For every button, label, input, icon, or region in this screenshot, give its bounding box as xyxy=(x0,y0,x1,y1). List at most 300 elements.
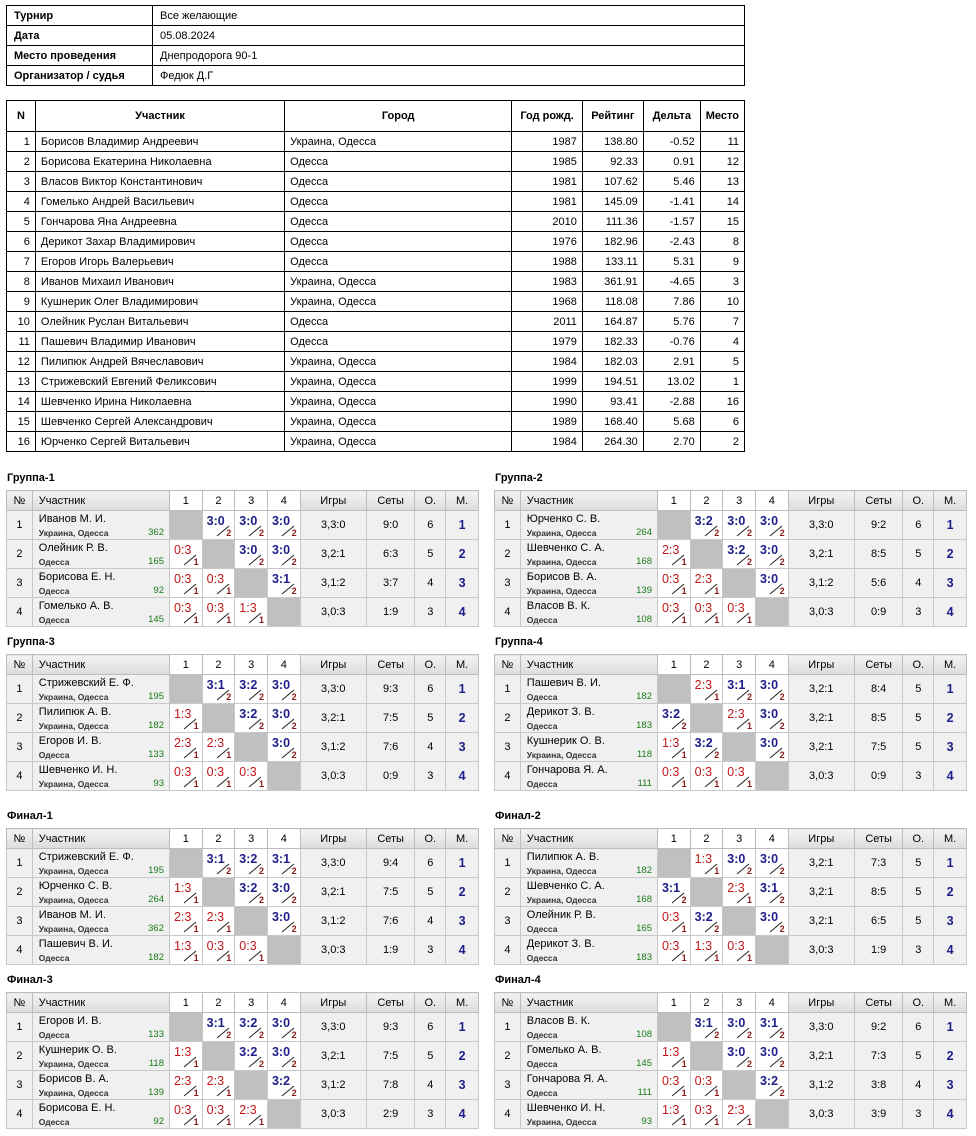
group-header-cell: 3 xyxy=(723,829,756,849)
participant-row xyxy=(7,312,745,332)
points-cell: 4 xyxy=(415,733,446,762)
sets-cell: 7:6 xyxy=(366,733,414,762)
player-city: Одесса xyxy=(526,779,558,789)
participant-cell: 1990 xyxy=(512,392,583,412)
diagonal-cell xyxy=(235,733,268,762)
info-row xyxy=(7,66,745,86)
row-number: 2 xyxy=(495,878,521,907)
group-header-row xyxy=(7,655,479,675)
player-city: Украина, Одесса xyxy=(526,1117,597,1127)
player-city: Одесса xyxy=(526,924,558,934)
match-points: 2 xyxy=(291,692,297,702)
participant-cell: -2.43 xyxy=(643,232,700,252)
match-points: 2 xyxy=(714,924,720,934)
participant-cell: -4.65 xyxy=(643,272,700,292)
match-points: 2 xyxy=(258,528,264,538)
games-cell: 3,1:2 xyxy=(300,1071,366,1100)
row-number: 3 xyxy=(495,1071,521,1100)
player-cell xyxy=(520,1013,657,1042)
player-rating: 182 xyxy=(148,720,164,731)
player-name: Егоров И. В. xyxy=(38,1015,102,1027)
match-cell xyxy=(690,907,723,936)
diagonal-cell xyxy=(755,1100,788,1129)
match-cell xyxy=(202,598,235,627)
participant-cell: Власов Виктор Константинович xyxy=(35,172,284,192)
points-cell: 4 xyxy=(415,907,446,936)
match-points: 2 xyxy=(291,1059,297,1069)
match-score: 0:3 xyxy=(727,939,745,953)
match-score: 3:0 xyxy=(271,707,291,721)
match-points: 1 xyxy=(681,750,687,760)
group-header-cell: М. xyxy=(446,491,479,511)
player-name: Гончарова Я. А. xyxy=(526,764,608,776)
group-header-cell: 3 xyxy=(723,993,756,1013)
match-score: 0:3 xyxy=(661,1074,680,1088)
match-cell xyxy=(169,936,202,965)
player-name: Олейник Р. В. xyxy=(526,909,596,921)
group-header-cell: Игры xyxy=(788,993,854,1013)
match-points: 2 xyxy=(779,528,785,538)
place-cell: 4 xyxy=(446,1100,479,1129)
diagonal-cell xyxy=(235,569,268,598)
player-name: Дерикот З. В. xyxy=(526,938,595,950)
place-cell: 2 xyxy=(446,1042,479,1071)
match-cell xyxy=(755,878,788,907)
player-city: Украина, Одесса xyxy=(38,1059,109,1069)
participant-cell: 9 xyxy=(7,292,36,312)
match-points: 1 xyxy=(746,953,752,963)
row-number: 2 xyxy=(7,1042,33,1071)
group-header-cell: Участник xyxy=(520,829,657,849)
sets-cell: 9:3 xyxy=(366,675,414,704)
participant-cell: Олейник Руслан Витальевич xyxy=(35,312,284,332)
points-cell: 5 xyxy=(903,675,934,704)
place-cell: 3 xyxy=(446,907,479,936)
group-header-cell: 4 xyxy=(267,491,300,511)
player-city: Украина, Одесса xyxy=(38,924,109,934)
diagonal-cell xyxy=(267,936,300,965)
group-header-cell: 4 xyxy=(267,993,300,1013)
player-name: Егоров И. В. xyxy=(38,735,102,747)
row-number: 1 xyxy=(7,675,33,704)
match-points: 2 xyxy=(746,692,752,702)
participant-cell: 14 xyxy=(7,392,36,412)
player-rating: 182 xyxy=(636,865,652,876)
place-cell: 1 xyxy=(934,849,967,878)
player-cell xyxy=(520,1071,657,1100)
match-score: 3:0 xyxy=(271,910,291,924)
group-header-cell: Игры xyxy=(788,829,854,849)
participant-cell: Украина, Одесса xyxy=(285,372,512,392)
info-label: Дата xyxy=(7,26,153,46)
group-header-cell: 2 xyxy=(202,993,235,1013)
match-cell xyxy=(169,878,202,907)
match-points: 1 xyxy=(258,953,264,963)
points-cell: 4 xyxy=(415,1071,446,1100)
match-cell xyxy=(690,849,723,878)
player-cell xyxy=(32,733,169,762)
participant-cell: Одесса xyxy=(285,332,512,352)
player-rating: 195 xyxy=(148,691,164,702)
group-row xyxy=(7,569,479,598)
participant-cell: Одесса xyxy=(285,152,512,172)
match-cell xyxy=(235,1013,268,1042)
match-points: 1 xyxy=(681,924,687,934)
match-cell xyxy=(723,1100,756,1129)
player-cell xyxy=(32,675,169,704)
group-header-cell: 1 xyxy=(169,993,202,1013)
group-row xyxy=(7,1013,479,1042)
player-name: Борисова Е. Н. xyxy=(38,1102,116,1114)
match-cell xyxy=(755,849,788,878)
participant-cell: Украина, Одесса xyxy=(285,272,512,292)
player-city: Одесса xyxy=(38,615,70,625)
player-name: Пашевич В. И. xyxy=(526,677,601,689)
group-header-cell: Игры xyxy=(300,491,366,511)
match-cell xyxy=(169,1042,202,1071)
match-score: 3:1 xyxy=(206,852,225,866)
match-points: 2 xyxy=(779,1059,785,1069)
match-score: 0:3 xyxy=(206,939,225,953)
match-cell xyxy=(235,762,268,791)
player-rating: 92 xyxy=(153,585,164,596)
participant-row xyxy=(7,152,745,172)
participant-cell: 182.96 xyxy=(582,232,643,252)
match-cell xyxy=(235,540,268,569)
group-header-cell: 4 xyxy=(755,655,788,675)
match-points: 1 xyxy=(714,692,720,702)
sets-cell: 8:4 xyxy=(854,675,902,704)
group-title: Группа-3 xyxy=(7,636,55,648)
group-header-cell: Игры xyxy=(300,993,366,1013)
tournament-info-table xyxy=(6,5,745,86)
group-row xyxy=(7,675,479,704)
player-cell xyxy=(520,878,657,907)
match-score: 0:3 xyxy=(694,1074,713,1088)
match-cell xyxy=(755,1013,788,1042)
points-cell: 5 xyxy=(903,907,934,936)
match-points: 1 xyxy=(681,557,687,567)
row-number: 2 xyxy=(7,704,33,733)
place-cell: 4 xyxy=(934,1100,967,1129)
place-cell: 4 xyxy=(934,936,967,965)
match-points: 1 xyxy=(714,779,720,789)
place-cell: 2 xyxy=(934,1042,967,1071)
match-points: 2 xyxy=(779,1030,785,1040)
match-cell xyxy=(169,1071,202,1100)
match-cell xyxy=(690,511,723,540)
group-header-cell: О. xyxy=(415,491,446,511)
participant-cell: Стрижевский Евгений Феликсович xyxy=(35,372,284,392)
player-name: Олейник Р. В. xyxy=(38,542,108,554)
participant-cell: 168.40 xyxy=(582,412,643,432)
participant-cell: 9 xyxy=(700,252,744,272)
group-row xyxy=(7,936,479,965)
player-city: Одесса xyxy=(526,692,558,702)
sets-cell: 7:5 xyxy=(366,1042,414,1071)
group-row xyxy=(495,733,967,762)
participant-cell: Кушнерик Олег Владимирович xyxy=(35,292,284,312)
participant-cell: 8 xyxy=(7,272,36,292)
group-header-cell: 2 xyxy=(202,655,235,675)
match-points: 2 xyxy=(291,866,297,876)
diagonal-cell xyxy=(755,936,788,965)
match-score: 2:3 xyxy=(173,736,192,750)
match-cell xyxy=(755,540,788,569)
player-city: Украина, Одесса xyxy=(526,895,597,905)
group-header-row xyxy=(495,655,967,675)
match-cell xyxy=(267,569,300,598)
row-number: 2 xyxy=(7,878,33,907)
group-header-cell: 1 xyxy=(657,993,690,1013)
player-name: Борисов В. А. xyxy=(526,571,597,583)
participant-cell: 12 xyxy=(7,352,36,372)
match-points: 2 xyxy=(746,1030,752,1040)
player-rating: 264 xyxy=(636,527,652,538)
games-cell: 3,0:3 xyxy=(788,936,854,965)
match-score: 3:1 xyxy=(271,852,291,866)
row-number: 4 xyxy=(495,598,521,627)
group-row xyxy=(495,849,967,878)
games-cell: 3,1:2 xyxy=(788,1071,854,1100)
match-points: 1 xyxy=(714,586,720,596)
match-cell xyxy=(202,675,235,704)
player-cell xyxy=(520,540,657,569)
match-points: 1 xyxy=(681,586,687,596)
match-points: 2 xyxy=(291,586,297,596)
participant-cell: 5.76 xyxy=(643,312,700,332)
group-header-cell: М. xyxy=(446,829,479,849)
match-cell xyxy=(723,762,756,791)
group-header-cell: Сеты xyxy=(854,993,902,1013)
match-score: 3:1 xyxy=(661,881,681,895)
match-score: 3:0 xyxy=(206,514,225,528)
group-header-row xyxy=(7,993,479,1013)
place-cell: 1 xyxy=(934,511,967,540)
group-title: Финал-2 xyxy=(495,810,541,822)
match-score: 3:2 xyxy=(694,910,713,924)
games-cell: 3,0:3 xyxy=(300,762,366,791)
sets-cell: 7:5 xyxy=(366,878,414,907)
player-city: Одесса xyxy=(526,615,558,625)
player-city: Одесса xyxy=(38,1117,70,1127)
participant-cell: Одесса xyxy=(285,212,512,232)
participant-row xyxy=(7,232,745,252)
match-points: 1 xyxy=(226,779,232,789)
participant-row xyxy=(7,412,745,432)
sets-cell: 9:0 xyxy=(366,511,414,540)
player-city: Украина, Одесса xyxy=(38,528,109,538)
participant-cell: 6 xyxy=(7,232,36,252)
match-cell xyxy=(657,704,690,733)
participant-cell: 5.31 xyxy=(643,252,700,272)
group-row xyxy=(7,907,479,936)
match-points: 2 xyxy=(746,528,752,538)
games-cell: 3,3:0 xyxy=(300,511,366,540)
match-cell xyxy=(657,569,690,598)
player-name: Юрченко С. В. xyxy=(526,513,601,525)
group-header-cell: 1 xyxy=(169,491,202,511)
points-cell: 4 xyxy=(903,1071,934,1100)
match-score: 2:3 xyxy=(727,881,745,895)
match-score: 0:3 xyxy=(661,572,680,586)
match-score: 3:0 xyxy=(727,1016,746,1030)
player-city: Украина, Одесса xyxy=(38,1088,109,1098)
match-cell xyxy=(657,540,690,569)
match-cell xyxy=(235,675,268,704)
player-rating: 362 xyxy=(148,527,164,538)
participant-cell: Украина, Одесса xyxy=(285,392,512,412)
participant-cell: 2011 xyxy=(512,312,583,332)
points-cell: 3 xyxy=(415,762,446,791)
player-rating: 145 xyxy=(636,1058,652,1069)
points-cell: 6 xyxy=(415,1013,446,1042)
match-cell xyxy=(169,1100,202,1129)
group-header-cell: 4 xyxy=(755,491,788,511)
group-header-cell: 2 xyxy=(690,655,723,675)
group-row xyxy=(495,1100,967,1129)
info-label: Организатор / судья xyxy=(7,66,153,86)
match-cell xyxy=(235,878,268,907)
match-points: 1 xyxy=(226,750,232,760)
match-cell xyxy=(267,704,300,733)
group-header-cell: Сеты xyxy=(366,655,414,675)
points-cell: 6 xyxy=(903,1013,934,1042)
match-points: 1 xyxy=(193,779,199,789)
place-cell: 3 xyxy=(934,1071,967,1100)
participant-cell: 1981 xyxy=(512,172,583,192)
participant-cell: 1981 xyxy=(512,192,583,212)
match-cell xyxy=(723,540,756,569)
group-header-cell: 4 xyxy=(755,993,788,1013)
group-header-cell: Сеты xyxy=(854,655,902,675)
match-cell xyxy=(690,936,723,965)
row-number: 1 xyxy=(7,849,33,878)
match-points: 1 xyxy=(681,1088,687,1098)
match-points: 1 xyxy=(714,615,720,625)
sets-cell: 0:9 xyxy=(854,598,902,627)
match-cell xyxy=(235,849,268,878)
match-score: 3:0 xyxy=(759,852,779,866)
diagonal-cell xyxy=(657,675,690,704)
match-score: 2:3 xyxy=(694,572,713,586)
group-header-cell: О. xyxy=(903,829,934,849)
match-score: 3:0 xyxy=(759,514,779,528)
match-score: 3:2 xyxy=(239,1016,258,1030)
match-points: 1 xyxy=(193,586,199,596)
place-cell: 3 xyxy=(446,1071,479,1100)
group-table xyxy=(494,992,967,1129)
participants-header: Город xyxy=(285,101,512,132)
group-row xyxy=(7,878,479,907)
group-header-cell: Участник xyxy=(32,491,169,511)
group-header-cell: 3 xyxy=(723,655,756,675)
player-city: Одесса xyxy=(38,1030,70,1040)
points-cell: 5 xyxy=(415,540,446,569)
points-cell: 3 xyxy=(903,1100,934,1129)
match-points: 1 xyxy=(193,721,199,731)
points-cell: 4 xyxy=(903,569,934,598)
match-points: 2 xyxy=(779,924,785,934)
player-cell xyxy=(32,1013,169,1042)
participant-cell: 0.91 xyxy=(643,152,700,172)
group-header-cell: О. xyxy=(903,655,934,675)
match-cell xyxy=(755,569,788,598)
player-cell xyxy=(520,1042,657,1071)
player-city: Украина, Одесса xyxy=(38,895,109,905)
sets-cell: 8:5 xyxy=(854,704,902,733)
participant-cell: 1988 xyxy=(512,252,583,272)
sets-cell: 8:5 xyxy=(854,540,902,569)
match-cell xyxy=(267,675,300,704)
place-cell: 3 xyxy=(934,569,967,598)
match-score: 3:0 xyxy=(759,736,779,750)
diagonal-cell xyxy=(657,1013,690,1042)
participant-cell: 13 xyxy=(700,172,744,192)
group-row xyxy=(495,675,967,704)
group-header-cell: О. xyxy=(415,993,446,1013)
match-score: 3:0 xyxy=(271,736,291,750)
match-points: 2 xyxy=(291,924,297,934)
participant-row xyxy=(7,372,745,392)
match-points: 2 xyxy=(746,866,752,876)
group-header-row xyxy=(7,829,479,849)
match-cell xyxy=(657,1071,690,1100)
place-cell: 2 xyxy=(934,540,967,569)
group-header-cell: Игры xyxy=(788,655,854,675)
match-points: 2 xyxy=(258,721,264,731)
match-points: 2 xyxy=(779,895,785,905)
group-header-row xyxy=(495,829,967,849)
player-rating: 108 xyxy=(636,614,652,625)
match-cell xyxy=(723,704,756,733)
row-number: 3 xyxy=(7,569,33,598)
group-row xyxy=(495,511,967,540)
diagonal-cell xyxy=(202,540,235,569)
games-cell: 3,2:1 xyxy=(300,540,366,569)
participant-cell: -0.76 xyxy=(643,332,700,352)
place-cell: 2 xyxy=(934,704,967,733)
player-name: Пилипюк А. В. xyxy=(38,706,112,718)
participant-row xyxy=(7,432,745,452)
player-city: Одесса xyxy=(38,953,70,963)
match-cell xyxy=(235,598,268,627)
games-cell: 3,2:1 xyxy=(788,675,854,704)
match-points: 1 xyxy=(258,779,264,789)
match-score: 0:3 xyxy=(173,543,192,557)
participant-cell: 133.11 xyxy=(582,252,643,272)
games-cell: 3,1:2 xyxy=(300,569,366,598)
participant-cell: 16 xyxy=(700,392,744,412)
match-score: 3:1 xyxy=(271,572,291,586)
row-number: 2 xyxy=(495,704,521,733)
match-cell xyxy=(690,1071,723,1100)
group-header-row xyxy=(495,993,967,1013)
player-name: Борисова Е. Н. xyxy=(38,571,116,583)
player-cell xyxy=(520,1100,657,1129)
match-score: 2:3 xyxy=(173,1074,192,1088)
match-cell xyxy=(267,1042,300,1071)
group-row xyxy=(495,569,967,598)
place-cell: 4 xyxy=(446,598,479,627)
match-score: 3:0 xyxy=(239,514,258,528)
place-cell: 1 xyxy=(934,675,967,704)
place-cell: 2 xyxy=(446,540,479,569)
match-points: 1 xyxy=(258,615,264,625)
match-cell xyxy=(202,1013,235,1042)
match-cell xyxy=(169,704,202,733)
participant-cell: 10 xyxy=(700,292,744,312)
